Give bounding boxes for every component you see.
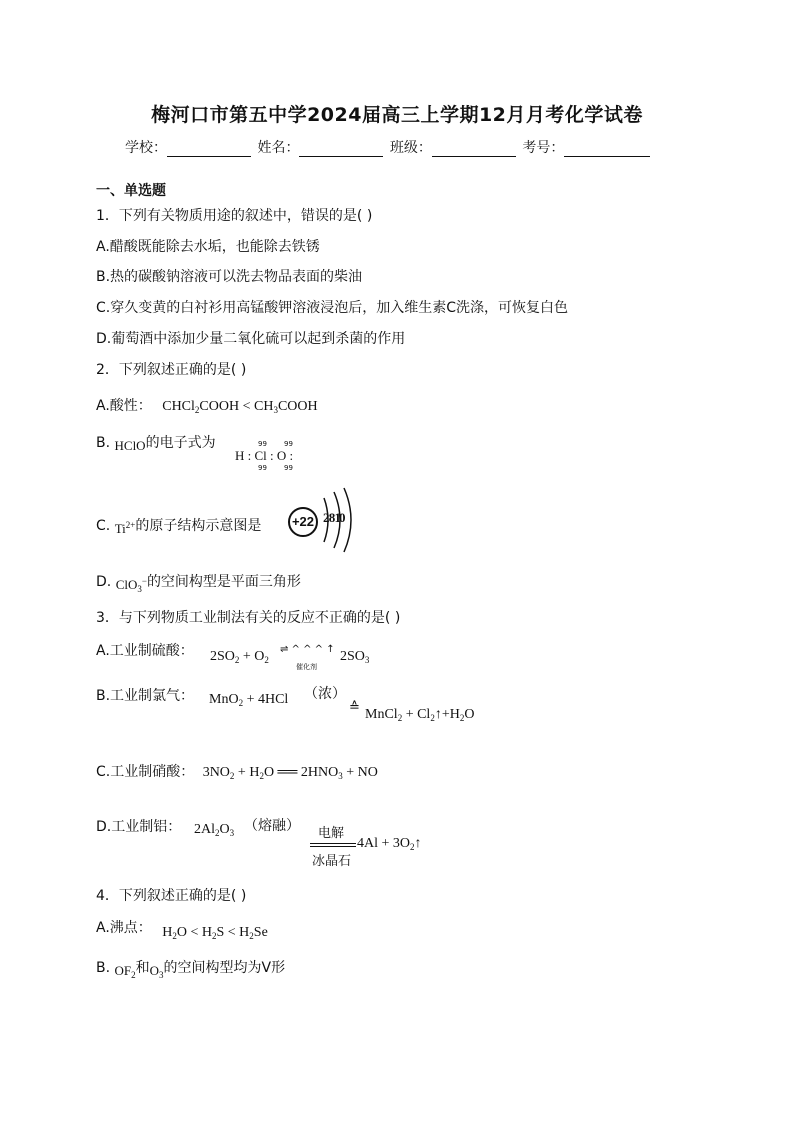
electron-dots-bottom-o: 99 bbox=[284, 464, 293, 472]
concentrated-note: （浓） bbox=[304, 686, 346, 702]
q1-option-a: A.醋酸既能除去水垢，也能除去铁锈 bbox=[96, 239, 320, 255]
q2-option-d-label: D. bbox=[96, 574, 112, 590]
q2-stem: 2．下列叙述正确的是( ) bbox=[96, 362, 247, 378]
chlorine-products: MnCl$_2$ + $Cl_2↑+H_2O$ bbox=[365, 707, 475, 723]
q1-option-b: B.热的碳酸钠溶液可以洗去物品表面的柴油 bbox=[96, 269, 363, 285]
q3-option-b-label: B.工业制氯气： bbox=[96, 688, 195, 704]
aluminum-products: $4Al + 3O_2↑$ bbox=[357, 836, 422, 852]
reversible-arrow-icon: ⇌ ^ ^ ^ ↑ bbox=[280, 644, 335, 655]
q3-option-d-label: D.工业制铝： bbox=[96, 819, 182, 835]
of2-formula: $OF_2$ bbox=[114, 963, 136, 980]
chlorine-reactants: MnO$_2$ + 4HCl bbox=[209, 692, 289, 708]
cryolite-label: 冰晶石 bbox=[312, 854, 352, 869]
q2-option-b-text: 的电子式为 bbox=[145, 435, 216, 451]
q1-option-c: C.穿久变黄的白衬衫用高锰酸钾溶液浸泡后，加入维生素C洗涤，可恢复白色 bbox=[96, 300, 568, 316]
page-title: 梅河口市第五中学2024届高三上学期12月月考化学试卷 bbox=[151, 104, 643, 126]
boiling-point-formula: $H_2O < H_2S < H_2Se$ bbox=[162, 925, 268, 941]
q2-option-c bbox=[96, 512, 261, 536]
catalyst-label: 催化剂 bbox=[296, 663, 317, 671]
number-blank[interactable] bbox=[564, 142, 650, 157]
clo3-formula: ClO$_3$− bbox=[115, 576, 147, 594]
equation-bar-top bbox=[310, 843, 356, 844]
class-blank[interactable] bbox=[432, 142, 516, 157]
q4-option-b-label: B. bbox=[96, 960, 111, 976]
sulfuric-reactants: $2SO_2 + O_2$ bbox=[210, 649, 269, 665]
q2-option-c-label: C. bbox=[96, 518, 111, 534]
q3-option-c bbox=[96, 762, 378, 786]
equation-bar-bottom bbox=[310, 846, 356, 847]
ti-ion-formula: $Ti^{2+}$ bbox=[114, 520, 136, 536]
q4-option-b-text: 的空间构型均为V形 bbox=[163, 960, 286, 976]
school-label: 学校： bbox=[125, 140, 167, 156]
hclo-formula: HClO bbox=[114, 438, 146, 453]
q3-option-a-label: A.工业制硫酸： bbox=[96, 643, 194, 659]
q2-option-a-label: A.酸性： bbox=[96, 398, 152, 414]
q2-option-d bbox=[96, 568, 301, 596]
q3-option-a bbox=[96, 641, 194, 661]
name-label: 姓名： bbox=[257, 140, 300, 156]
q2-option-c-text: 的原子结构示意图是 bbox=[135, 518, 262, 534]
student-info-row bbox=[125, 137, 652, 157]
q1-stem: 1．下列有关物质用途的叙述中，错误的是( ) bbox=[96, 208, 373, 224]
q4-option-a-label: A.沸点： bbox=[96, 920, 152, 936]
electron-dots-top-cl: 99 bbox=[258, 440, 267, 448]
q2-option-d-text: 的空间构型是平面三角形 bbox=[146, 574, 301, 590]
aluminum-reactant: $2Al_2O_3$ bbox=[194, 822, 235, 838]
q3-option-b bbox=[96, 686, 194, 706]
q4-option-a bbox=[96, 918, 268, 942]
hclo-electron-formula: H : Cl : O : bbox=[235, 448, 294, 463]
nitric-equation: $3NO_2 + H_2O$ ══ $2HNO_3$ + NO bbox=[202, 765, 378, 781]
q3-option-d bbox=[96, 817, 181, 837]
section-heading: 一、单选题 bbox=[96, 183, 166, 199]
heat-equal-icon: ≙ bbox=[349, 700, 360, 715]
q4-stem: 4．下列叙述正确的是( ) bbox=[96, 888, 247, 904]
molten-note: （熔融） bbox=[244, 818, 300, 834]
q4-option-b-and: 和 bbox=[135, 960, 150, 976]
electrolysis-label: 电解 bbox=[318, 826, 345, 841]
acidity-formula: CHCl$_2$COOH < $CH_3COOH$ bbox=[162, 399, 318, 415]
electron-shell-counts: 2 8 10 bbox=[323, 510, 344, 525]
class-label: 班级： bbox=[389, 140, 432, 156]
o3-formula: $O_3$ bbox=[149, 963, 164, 980]
name-blank[interactable] bbox=[299, 142, 383, 157]
q3-stem: 3．与下列物质工业制法有关的反应不正确的是( ) bbox=[96, 610, 401, 626]
electron-dots-top-o: 99 bbox=[284, 440, 293, 448]
q1-option-d: D.葡萄酒中添加少量二氧化硫可以起到杀菌的作用 bbox=[96, 331, 406, 347]
q2-option-a bbox=[96, 396, 318, 420]
sulfuric-product: $2SO_3$ bbox=[340, 649, 370, 665]
q2-option-b-label: B. bbox=[96, 435, 111, 451]
q2-option-b bbox=[96, 433, 216, 453]
q4-option-b bbox=[96, 958, 285, 982]
q3-option-c-label: C.工业制硝酸： bbox=[96, 764, 195, 780]
nucleus-circle: +22 bbox=[288, 507, 318, 537]
school-blank[interactable] bbox=[167, 142, 251, 157]
electron-dots-bottom-cl: 99 bbox=[258, 464, 267, 472]
number-label: 考号： bbox=[522, 140, 565, 156]
